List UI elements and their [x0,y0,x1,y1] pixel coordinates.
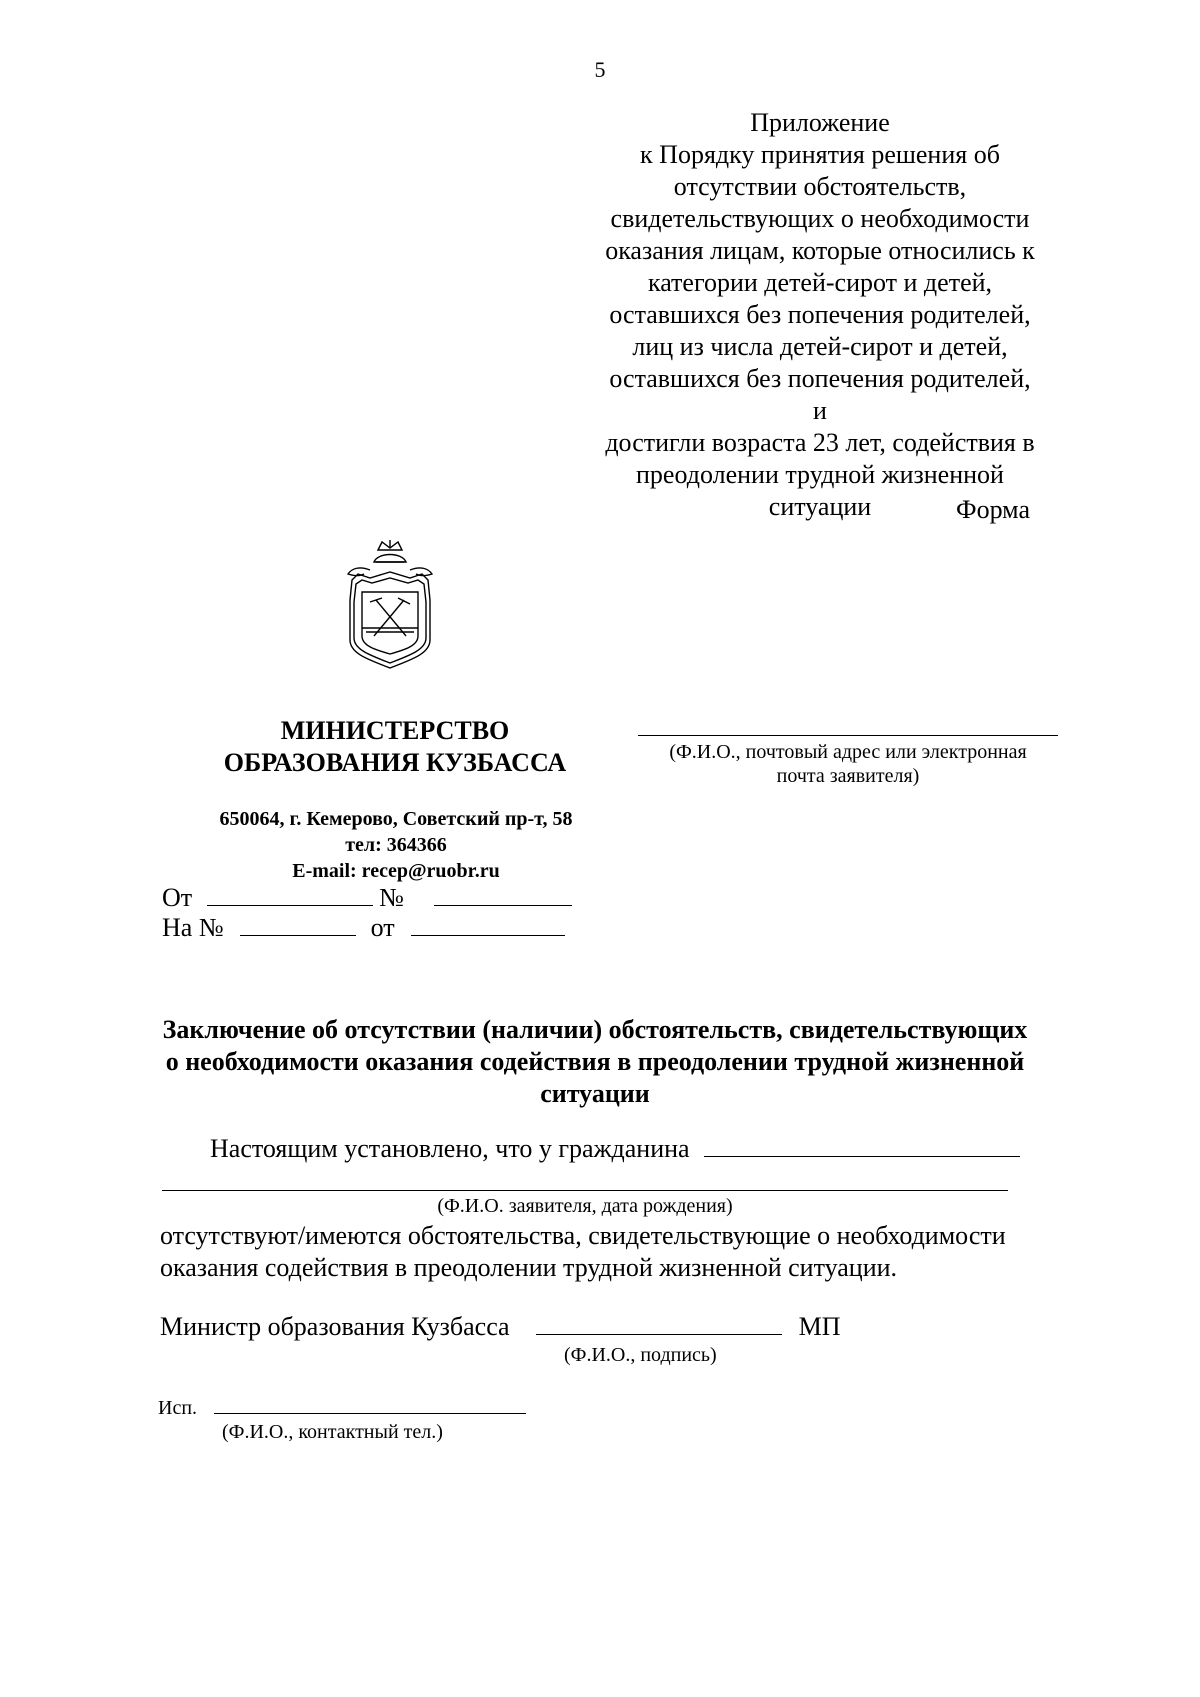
appendix-line: лиц из числа детей-сирот и детей, [632,332,1008,361]
appendix-line: категории детей-сирот и детей, [647,268,993,297]
signature-caption: (Ф.И.О., подпись) [564,1344,717,1366]
recipient-field[interactable] [638,735,1058,736]
ministry-email: E-mail: recep@ruobr.ru [292,860,500,882]
ministry-name-line: МИНИСТЕРСТВО [280,716,510,745]
citizen-name-field[interactable] [704,1134,1020,1157]
recipient-caption-line: почта заявителя) [776,765,920,787]
body-paragraph [160,1220,1030,1284]
appendix-line: оставшихся без попечения родителей, [609,300,1031,329]
appendix-line: отсутствии обстоятельств, [673,172,967,201]
minister-label: Министр образования Кузбасса [160,1312,510,1341]
executor-caption: (Ф.И.О., контактный тел.) [222,1421,443,1443]
page-number: 5 [594,57,606,82]
minister-signature-field[interactable] [536,1312,782,1335]
outgoing-date-field[interactable] [207,883,373,906]
number-label: № [379,883,404,912]
minister-signature-row [160,1311,841,1343]
appendix-line: Приложение [750,108,890,137]
recipient-caption-line: (Ф.И.О., почтовый адрес или электронная [669,741,1027,763]
recipient-caption [638,740,1058,788]
title-line: ситуации [540,1079,650,1108]
appendix-block [600,107,1040,523]
ministry-name-line: ОБРАЗОВАНИЯ КУЗБАССА [223,748,567,777]
executor-row [158,1395,526,1420]
appendix-line: к Порядку принятия решения об [640,140,1000,169]
appendix-line: достигли возраста 23 лет, содействия в [605,428,1035,457]
coat-of-arms-icon [340,540,440,672]
outgoing-reg-row [162,882,572,914]
executor-field[interactable] [214,1395,526,1414]
applicant-field[interactable] [162,1190,1008,1191]
appendix-line: ситуации [768,492,872,521]
title-line: о необходимости оказания содействия в преодолении трудной жизненной [165,1047,1025,1076]
outgoing-number-field[interactable] [434,883,572,906]
stamp-label: МП [798,1312,841,1341]
incoming-reg-row [162,912,565,944]
appendix-line: оставшихся без попечения родителей, и [609,364,1031,425]
intro-text: Настоящим установлено, что у гражданина [210,1134,690,1163]
ref-number-label: На № [162,913,224,942]
appendix-line: оказания лицам, которые относились к [605,236,1035,265]
title-line: Заключение об отсутствии (наличии) обстоятельств, свидетельствующих [162,1015,1028,1044]
body-line: отсутствуют/имеются обстоятельства, свидетельствующие о необходимости [160,1221,1006,1250]
ref-number-field[interactable] [240,913,356,936]
document-title [150,1014,1040,1110]
form-label: Форма [956,495,1030,524]
ref-date-field[interactable] [411,913,565,936]
from-label: От [162,883,193,912]
ministry-contacts [186,806,606,884]
body-line: оказания содействия в преодолении трудной жизненной ситуации. [160,1253,898,1282]
executor-label: Исп. [158,1397,198,1419]
ministry-name [210,715,580,779]
appendix-line: свидетельствующих о необходимости [610,204,1030,233]
ministry-phone: тел: 364366 [345,834,447,856]
appendix-line: преодолении трудной жизненной [636,460,1004,489]
applicant-caption: (Ф.И.О. заявителя, дата рождения) [437,1195,733,1217]
ref-date-label: от [370,913,395,942]
ministry-address: 650064, г. Кемерово, Советский пр-т, 58 [219,808,573,830]
intro-row [210,1133,1020,1165]
